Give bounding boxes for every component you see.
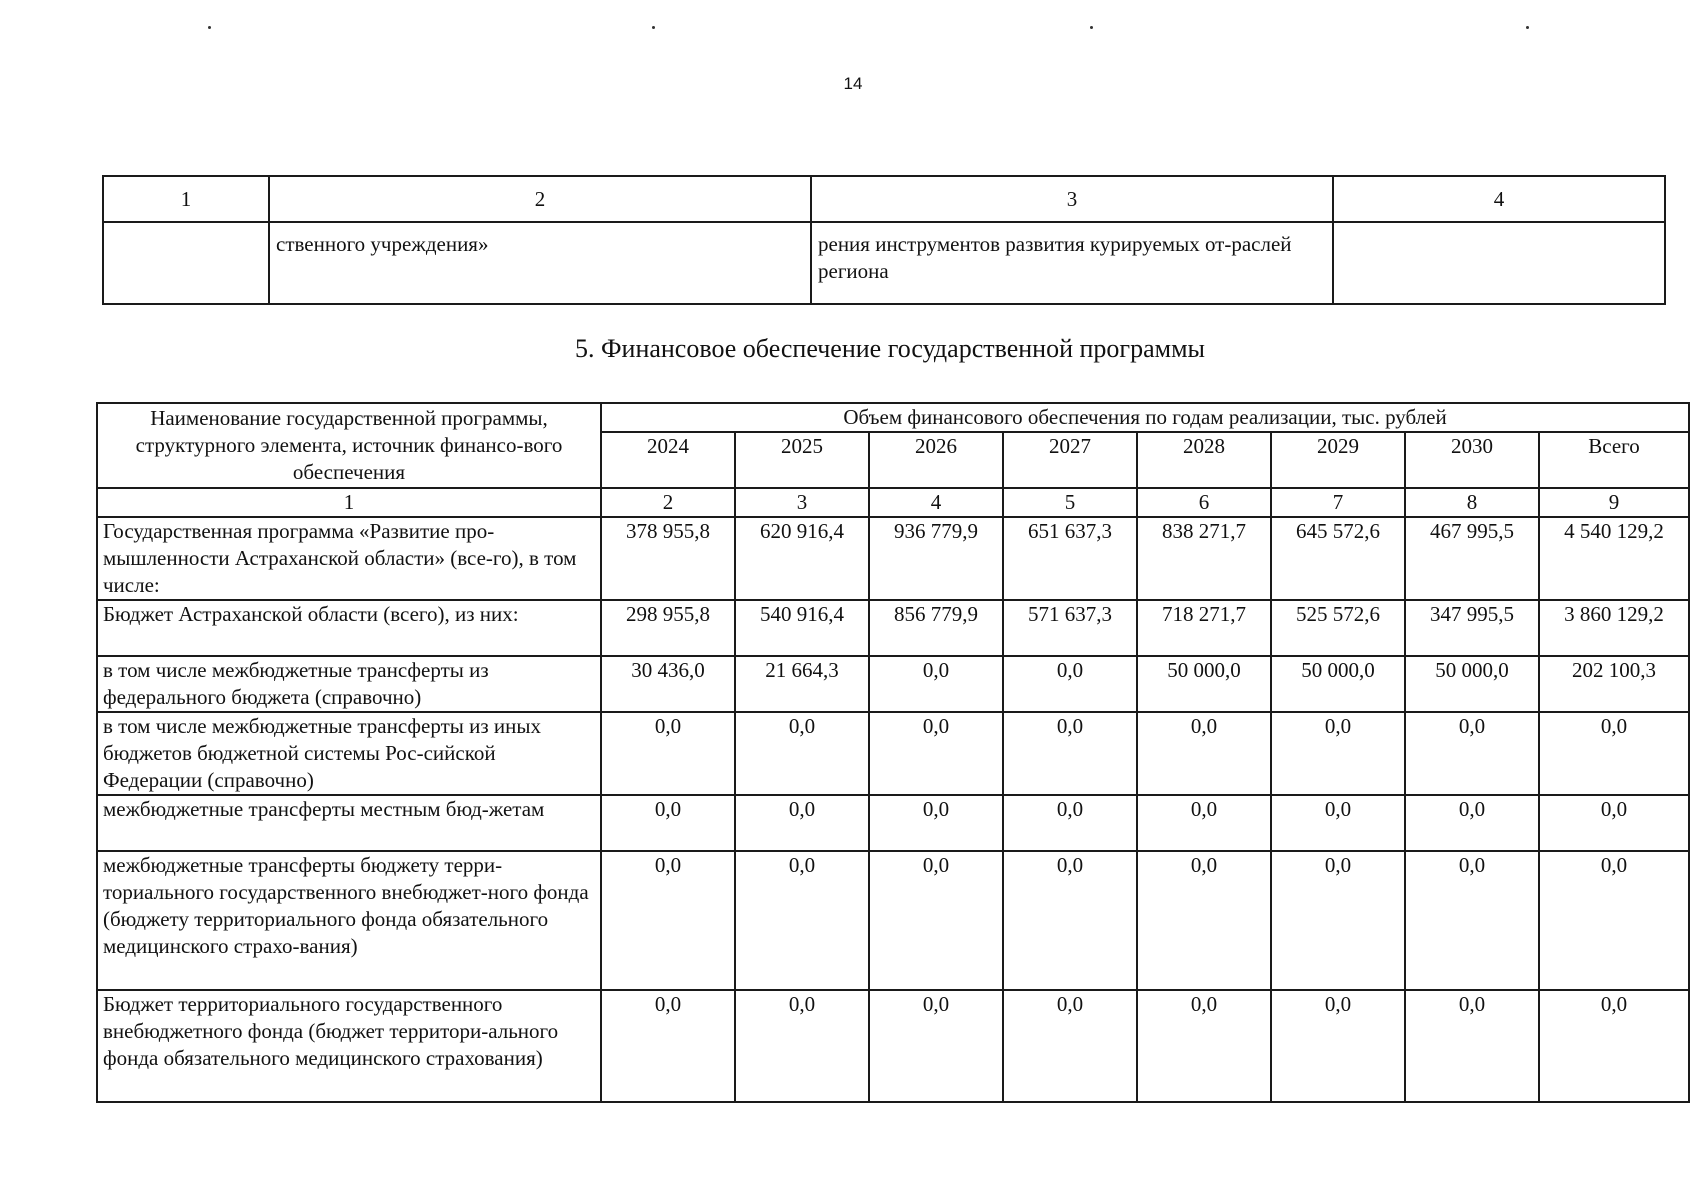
value-cell: 0,0 bbox=[1003, 990, 1137, 1102]
value-cell: 620 916,4 bbox=[735, 517, 869, 600]
value-cell: 21 664,3 bbox=[735, 656, 869, 712]
value-cell: 0,0 bbox=[1271, 851, 1405, 990]
value-cell: 0,0 bbox=[1405, 795, 1539, 851]
total-header: Всего bbox=[1539, 432, 1689, 488]
row-name: в том числе межбюджетные трансферты из федерального бюджета (справочно) bbox=[97, 656, 601, 712]
value-cell: 0,0 bbox=[601, 712, 735, 795]
value-cell: 0,0 bbox=[1003, 712, 1137, 795]
column-number-cell: 9 bbox=[1539, 488, 1689, 517]
value-cell: 0,0 bbox=[1003, 795, 1137, 851]
row-name: Бюджет Астраханской области (всего), из них: bbox=[97, 600, 601, 656]
scan-dot bbox=[1526, 26, 1529, 29]
column-number-cell: 3 bbox=[811, 176, 1333, 222]
value-cell: 0,0 bbox=[735, 795, 869, 851]
row-name: в том числе межбюджетные трансферты из иных бюджетов бюджетной системы Рос-сийской Федерации (справочно) bbox=[97, 712, 601, 795]
column-number-cell: 2 bbox=[269, 176, 811, 222]
column-number-cell: 4 bbox=[869, 488, 1003, 517]
year-header: 2025 bbox=[735, 432, 869, 488]
value-cell: 0,0 bbox=[601, 851, 735, 990]
total-cell: 0,0 bbox=[1539, 990, 1689, 1102]
table-cell: ственного учреждения» bbox=[269, 222, 811, 304]
value-cell: 0,0 bbox=[1405, 990, 1539, 1102]
scan-dot bbox=[652, 26, 655, 29]
column-number-cell: 4 bbox=[1333, 176, 1665, 222]
value-cell: 0,0 bbox=[869, 990, 1003, 1102]
table-cell bbox=[1333, 222, 1665, 304]
value-cell: 0,0 bbox=[1405, 712, 1539, 795]
value-cell: 0,0 bbox=[1003, 851, 1137, 990]
value-cell: 0,0 bbox=[1137, 712, 1271, 795]
value-cell: 936 779,9 bbox=[869, 517, 1003, 600]
row-name: Государственная программа «Развитие про-мышленности Астраханской области» (все-го), в том числе: bbox=[97, 517, 601, 600]
scan-dot bbox=[1090, 26, 1093, 29]
value-cell: 0,0 bbox=[1137, 990, 1271, 1102]
value-cell: 0,0 bbox=[601, 795, 735, 851]
value-cell: 838 271,7 bbox=[1137, 517, 1271, 600]
value-cell: 0,0 bbox=[735, 851, 869, 990]
value-cell: 0,0 bbox=[1271, 712, 1405, 795]
value-cell: 645 572,6 bbox=[1271, 517, 1405, 600]
value-cell: 467 995,5 bbox=[1405, 517, 1539, 600]
continuation-header-row bbox=[103, 176, 1665, 222]
page-number: 14 bbox=[843, 74, 863, 93]
value-cell: 651 637,3 bbox=[1003, 517, 1137, 600]
row-name: межбюджетные трансферты бюджету терри-ториального государственного внебюджет-ного фонда (бюджету территориального фонда обязательного медицинского страхо-вания) bbox=[97, 851, 601, 990]
value-cell: 718 271,7 bbox=[1137, 600, 1271, 656]
column-number-cell: 2 bbox=[601, 488, 735, 517]
finance-table bbox=[96, 402, 1690, 1103]
table-row bbox=[97, 712, 1689, 795]
value-cell: 0,0 bbox=[1271, 795, 1405, 851]
value-cell: 0,0 bbox=[869, 795, 1003, 851]
column-number-cell: 5 bbox=[1003, 488, 1137, 517]
value-cell: 0,0 bbox=[1405, 851, 1539, 990]
column-numbers-row bbox=[97, 488, 1689, 517]
total-cell: 0,0 bbox=[1539, 795, 1689, 851]
total-cell: 3 860 129,2 bbox=[1539, 600, 1689, 656]
year-header: 2024 bbox=[601, 432, 735, 488]
year-header: 2027 bbox=[1003, 432, 1137, 488]
total-cell: 0,0 bbox=[1539, 851, 1689, 990]
continuation-body-row bbox=[103, 222, 1665, 304]
row-name: Бюджет территориального государственного внебюджетного фонда (бюджет территори-ального фонда обязательного медицинского страхования) bbox=[97, 990, 601, 1102]
value-cell: 0,0 bbox=[601, 990, 735, 1102]
continuation-table bbox=[102, 175, 1666, 305]
total-cell: 202 100,3 bbox=[1539, 656, 1689, 712]
header-group-row bbox=[97, 403, 1689, 432]
value-cell: 0,0 bbox=[1003, 656, 1137, 712]
total-cell: 0,0 bbox=[1539, 712, 1689, 795]
table-row bbox=[97, 517, 1689, 600]
year-header: 2028 bbox=[1137, 432, 1271, 488]
value-cell: 0,0 bbox=[735, 990, 869, 1102]
column-number-cell: 6 bbox=[1137, 488, 1271, 517]
value-cell: 0,0 bbox=[735, 712, 869, 795]
column-number-cell: 3 bbox=[735, 488, 869, 517]
scan-dot bbox=[208, 26, 211, 29]
value-cell: 540 916,4 bbox=[735, 600, 869, 656]
row-name: межбюджетные трансферты местным бюд-жетам bbox=[97, 795, 601, 851]
value-cell: 347 995,5 bbox=[1405, 600, 1539, 656]
value-cell: 298 955,8 bbox=[601, 600, 735, 656]
column-number-cell: 7 bbox=[1271, 488, 1405, 517]
value-cell: 856 779,9 bbox=[869, 600, 1003, 656]
total-cell: 4 540 129,2 bbox=[1539, 517, 1689, 600]
year-header: 2030 bbox=[1405, 432, 1539, 488]
value-cell: 378 955,8 bbox=[601, 517, 735, 600]
value-cell: 0,0 bbox=[1137, 795, 1271, 851]
column-number-cell: 1 bbox=[97, 488, 601, 517]
section-title: 5. Финансовое обеспечение государственной программы bbox=[574, 334, 1206, 363]
table-row bbox=[97, 656, 1689, 712]
value-cell: 571 637,3 bbox=[1003, 600, 1137, 656]
value-cell: 0,0 bbox=[869, 712, 1003, 795]
table-row bbox=[97, 600, 1689, 656]
value-cell: 525 572,6 bbox=[1271, 600, 1405, 656]
table-row bbox=[97, 851, 1689, 990]
year-header: 2029 bbox=[1271, 432, 1405, 488]
table-row bbox=[97, 795, 1689, 851]
column-number-cell: 1 bbox=[103, 176, 269, 222]
year-header: 2026 bbox=[869, 432, 1003, 488]
value-cell: 0,0 bbox=[1137, 851, 1271, 990]
table-row bbox=[97, 990, 1689, 1102]
value-cell: 0,0 bbox=[869, 851, 1003, 990]
value-cell: 50 000,0 bbox=[1405, 656, 1539, 712]
name-column-header: Наименование государственной программы, структурного элемента, источник финансо-вого обеспечения bbox=[97, 403, 601, 488]
value-cell: 0,0 bbox=[869, 656, 1003, 712]
value-cell: 50 000,0 bbox=[1137, 656, 1271, 712]
funding-group-header: Объем финансового обеспечения по годам реализации, тыс. рублей bbox=[601, 403, 1689, 432]
table-cell bbox=[103, 222, 269, 304]
column-number-cell: 8 bbox=[1405, 488, 1539, 517]
table-cell: рения инструментов развития курируемых от-раслей региона bbox=[811, 222, 1333, 304]
value-cell: 50 000,0 bbox=[1271, 656, 1405, 712]
value-cell: 0,0 bbox=[1271, 990, 1405, 1102]
value-cell: 30 436,0 bbox=[601, 656, 735, 712]
